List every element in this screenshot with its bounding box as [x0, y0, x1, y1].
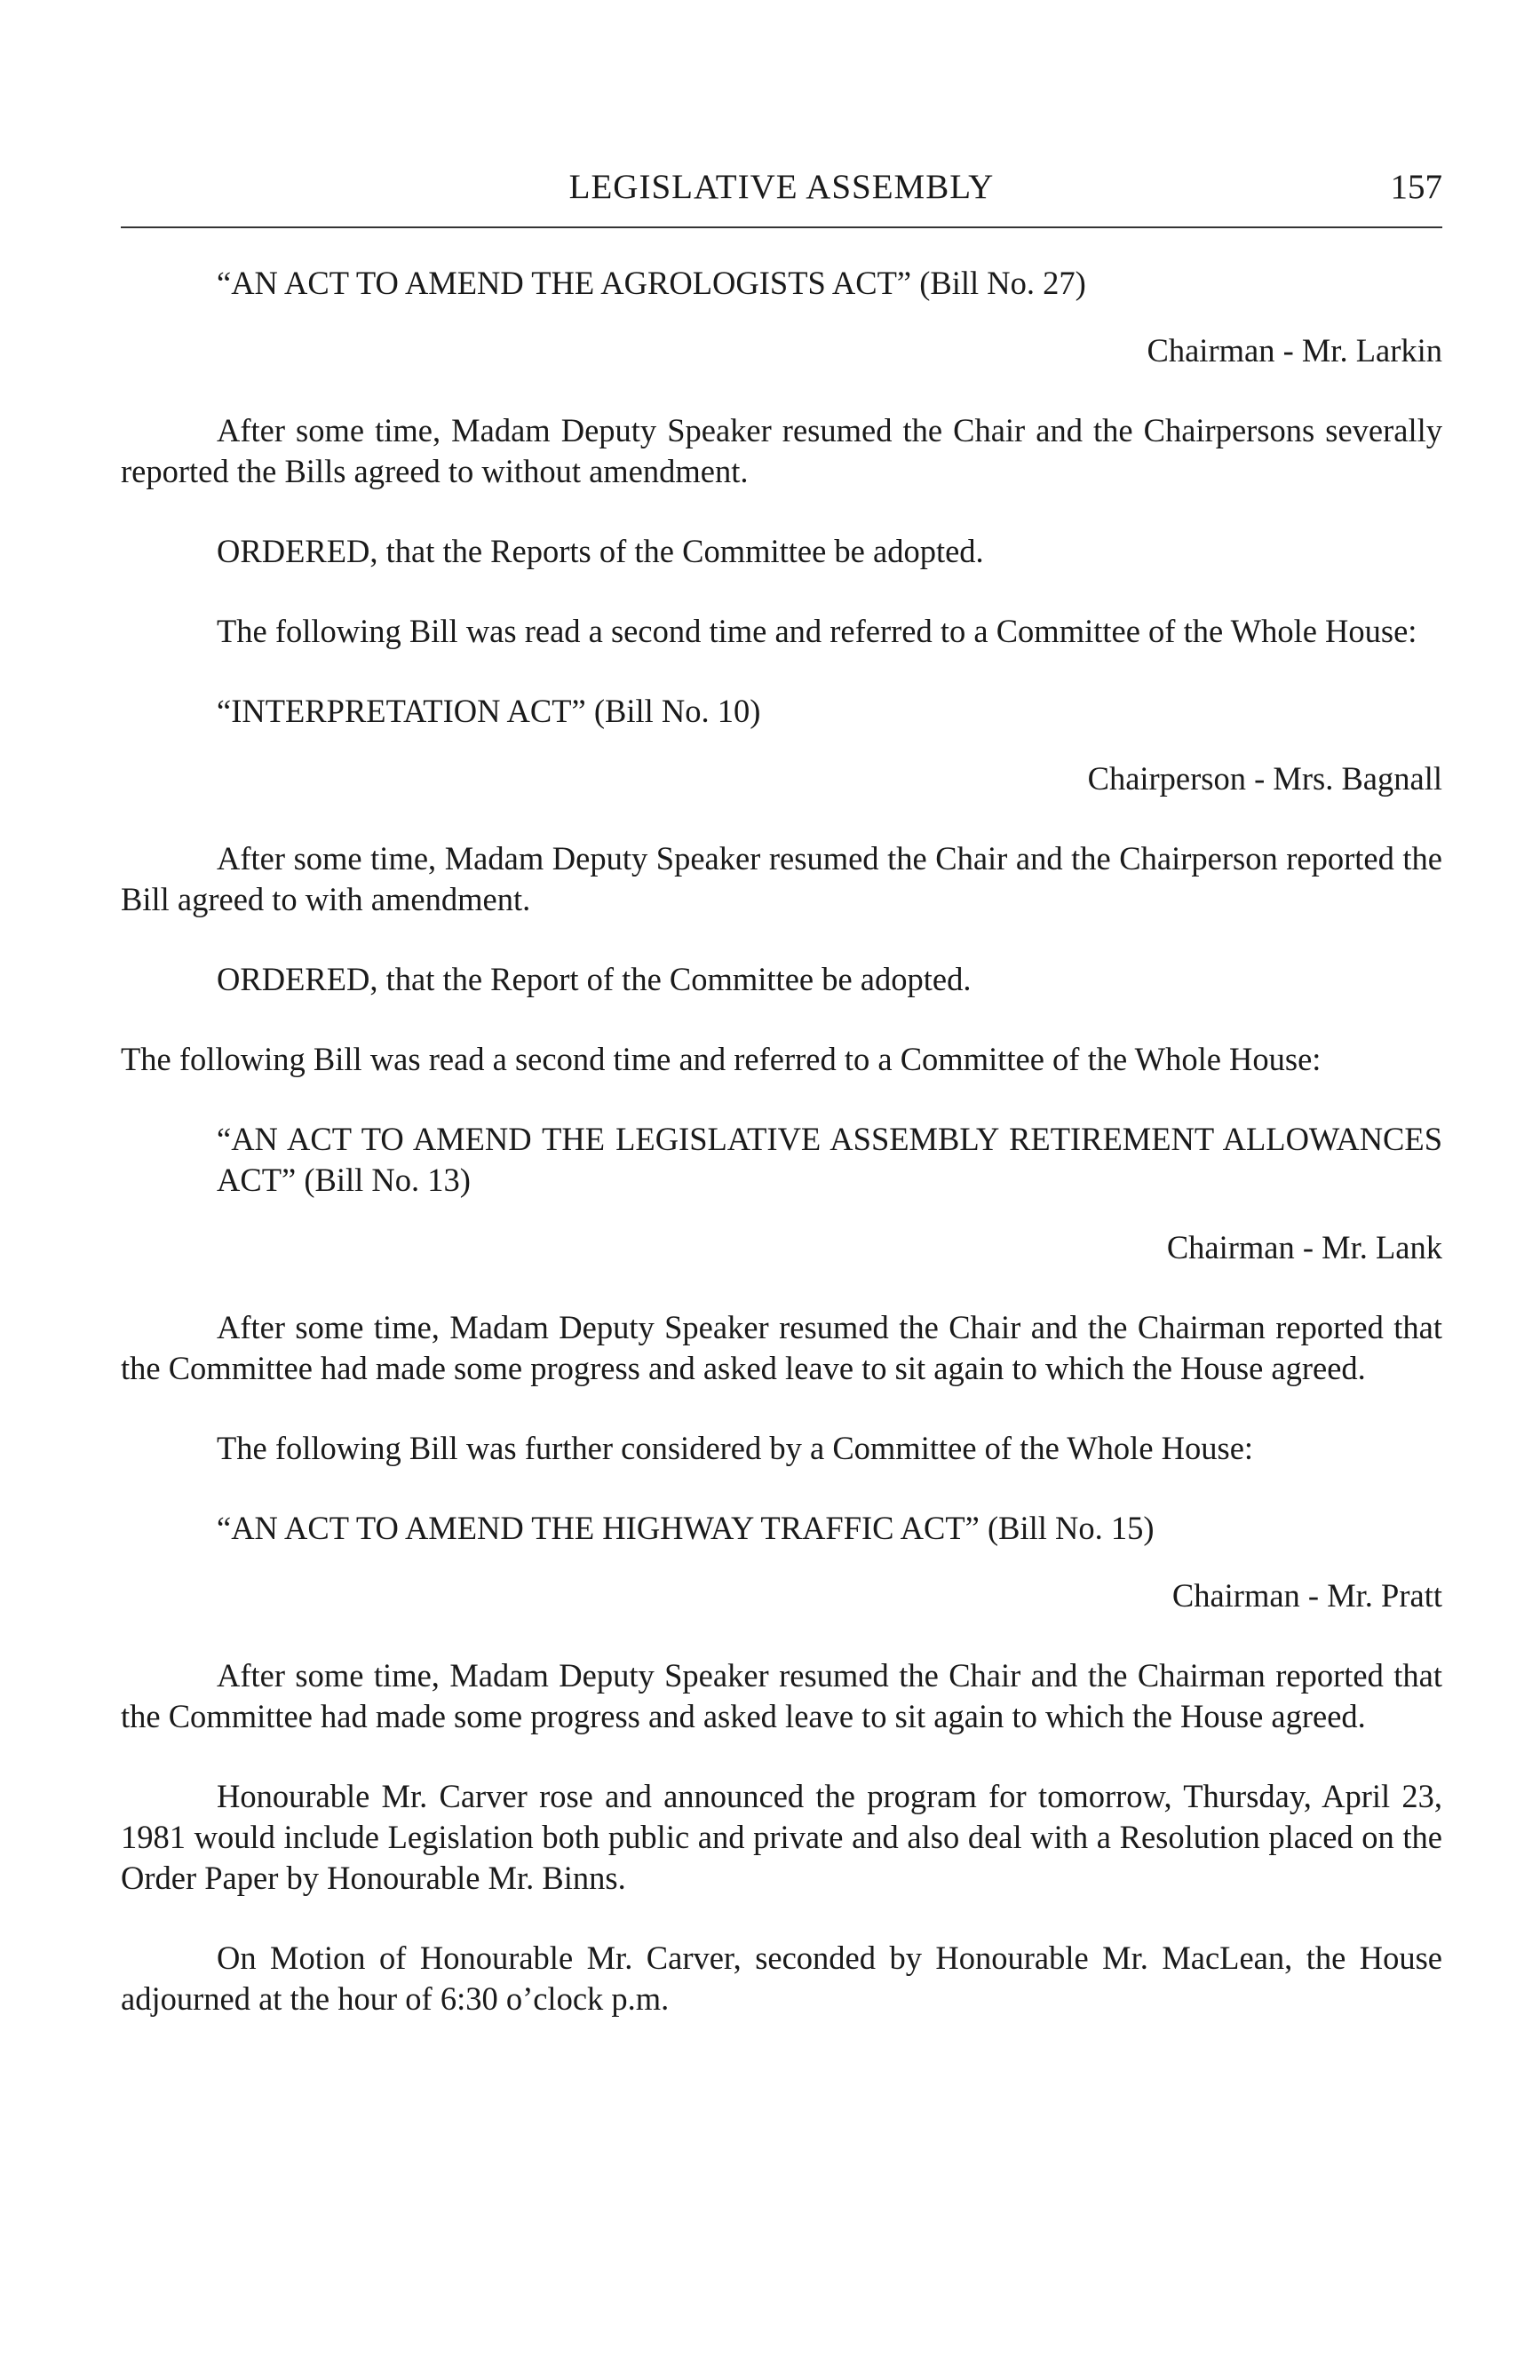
bill-15-title: “AN ACT TO AMEND THE HIGHWAY TRAFFIC ACT” (Bill No. 15)	[217, 1510, 1155, 1546]
page-header	[121, 167, 1442, 217]
paragraph-8: Honourable Mr. Carver rose and announced the program for tomorrow, Thursday, April 23, 1981 would include Legislation both public and private and also deal with a Resolution placed on the Order Paper by Honourable Mr. Binns.	[121, 1778, 1442, 1896]
header-rule	[121, 226, 1442, 228]
bill-13-chair: Chairman - Mr. Lank	[1166, 1229, 1442, 1265]
bill-10-title: “INTERPRETATION ACT” (Bill No. 10)	[217, 693, 761, 729]
paragraph-4: The following Bill was read a second time and referred to a Committee of the Whole House:	[121, 1041, 1322, 1077]
ordered-1: ORDERED, that the Reports of the Committee be adopted.	[217, 533, 984, 569]
ordered-2: ORDERED, that the Report of the Committee be adopted.	[217, 961, 972, 997]
bill-15-chair: Chairman - Mr. Pratt	[1171, 1577, 1442, 1614]
bill-27-chair: Chairman - Mr. Larkin	[1147, 332, 1442, 369]
paragraph-1: After some time, Madam Deputy Speaker resumed the Chair and the Chairpersons severally reported the Bills agreed to without amendment.	[121, 412, 1442, 489]
paragraph-3: After some time, Madam Deputy Speaker resumed the Chair and the Chairperson reported the Bill agreed to with amendment.	[121, 840, 1442, 917]
bill-27-title: “AN ACT TO AMEND THE AGROLOGISTS ACT” (Bill No. 27)	[217, 265, 1086, 301]
bill-13-title: “AN ACT TO AMEND THE LEGISLATIVE ASSEMBLY RETIREMENT ALLOWANCES ACT” (Bill No. 13)	[217, 1121, 1442, 1198]
paragraph-5: After some time, Madam Deputy Speaker resumed the Chair and the Chairman reported that the Committee had made some progress and asked leave to sit again to which the House agreed.	[121, 1309, 1442, 1386]
paragraph-7: After some time, Madam Deputy Speaker resumed the Chair and the Chairman reported that the Committee had made some progress and asked leave to sit again to which the House agreed.	[121, 1657, 1442, 1734]
running-title: LEGISLATIVE ASSEMBLY	[568, 168, 995, 206]
document-body	[121, 263, 1442, 2019]
page-number: 157	[1390, 168, 1442, 206]
paragraph-2: The following Bill was read a second time and referred to a Committee of the Whole House:	[217, 613, 1417, 649]
bill-10-chair: Chairperson - Mrs. Bagnall	[1087, 760, 1442, 797]
paragraph-9: On Motion of Honourable Mr. Carver, seconded by Honourable Mr. MacLean, the House adjourned at the hour of 6:30 o’clock p.m.	[121, 1940, 1442, 2017]
paragraph-6: The following Bill was further considered by a Committee of the Whole House:	[217, 1430, 1254, 1466]
